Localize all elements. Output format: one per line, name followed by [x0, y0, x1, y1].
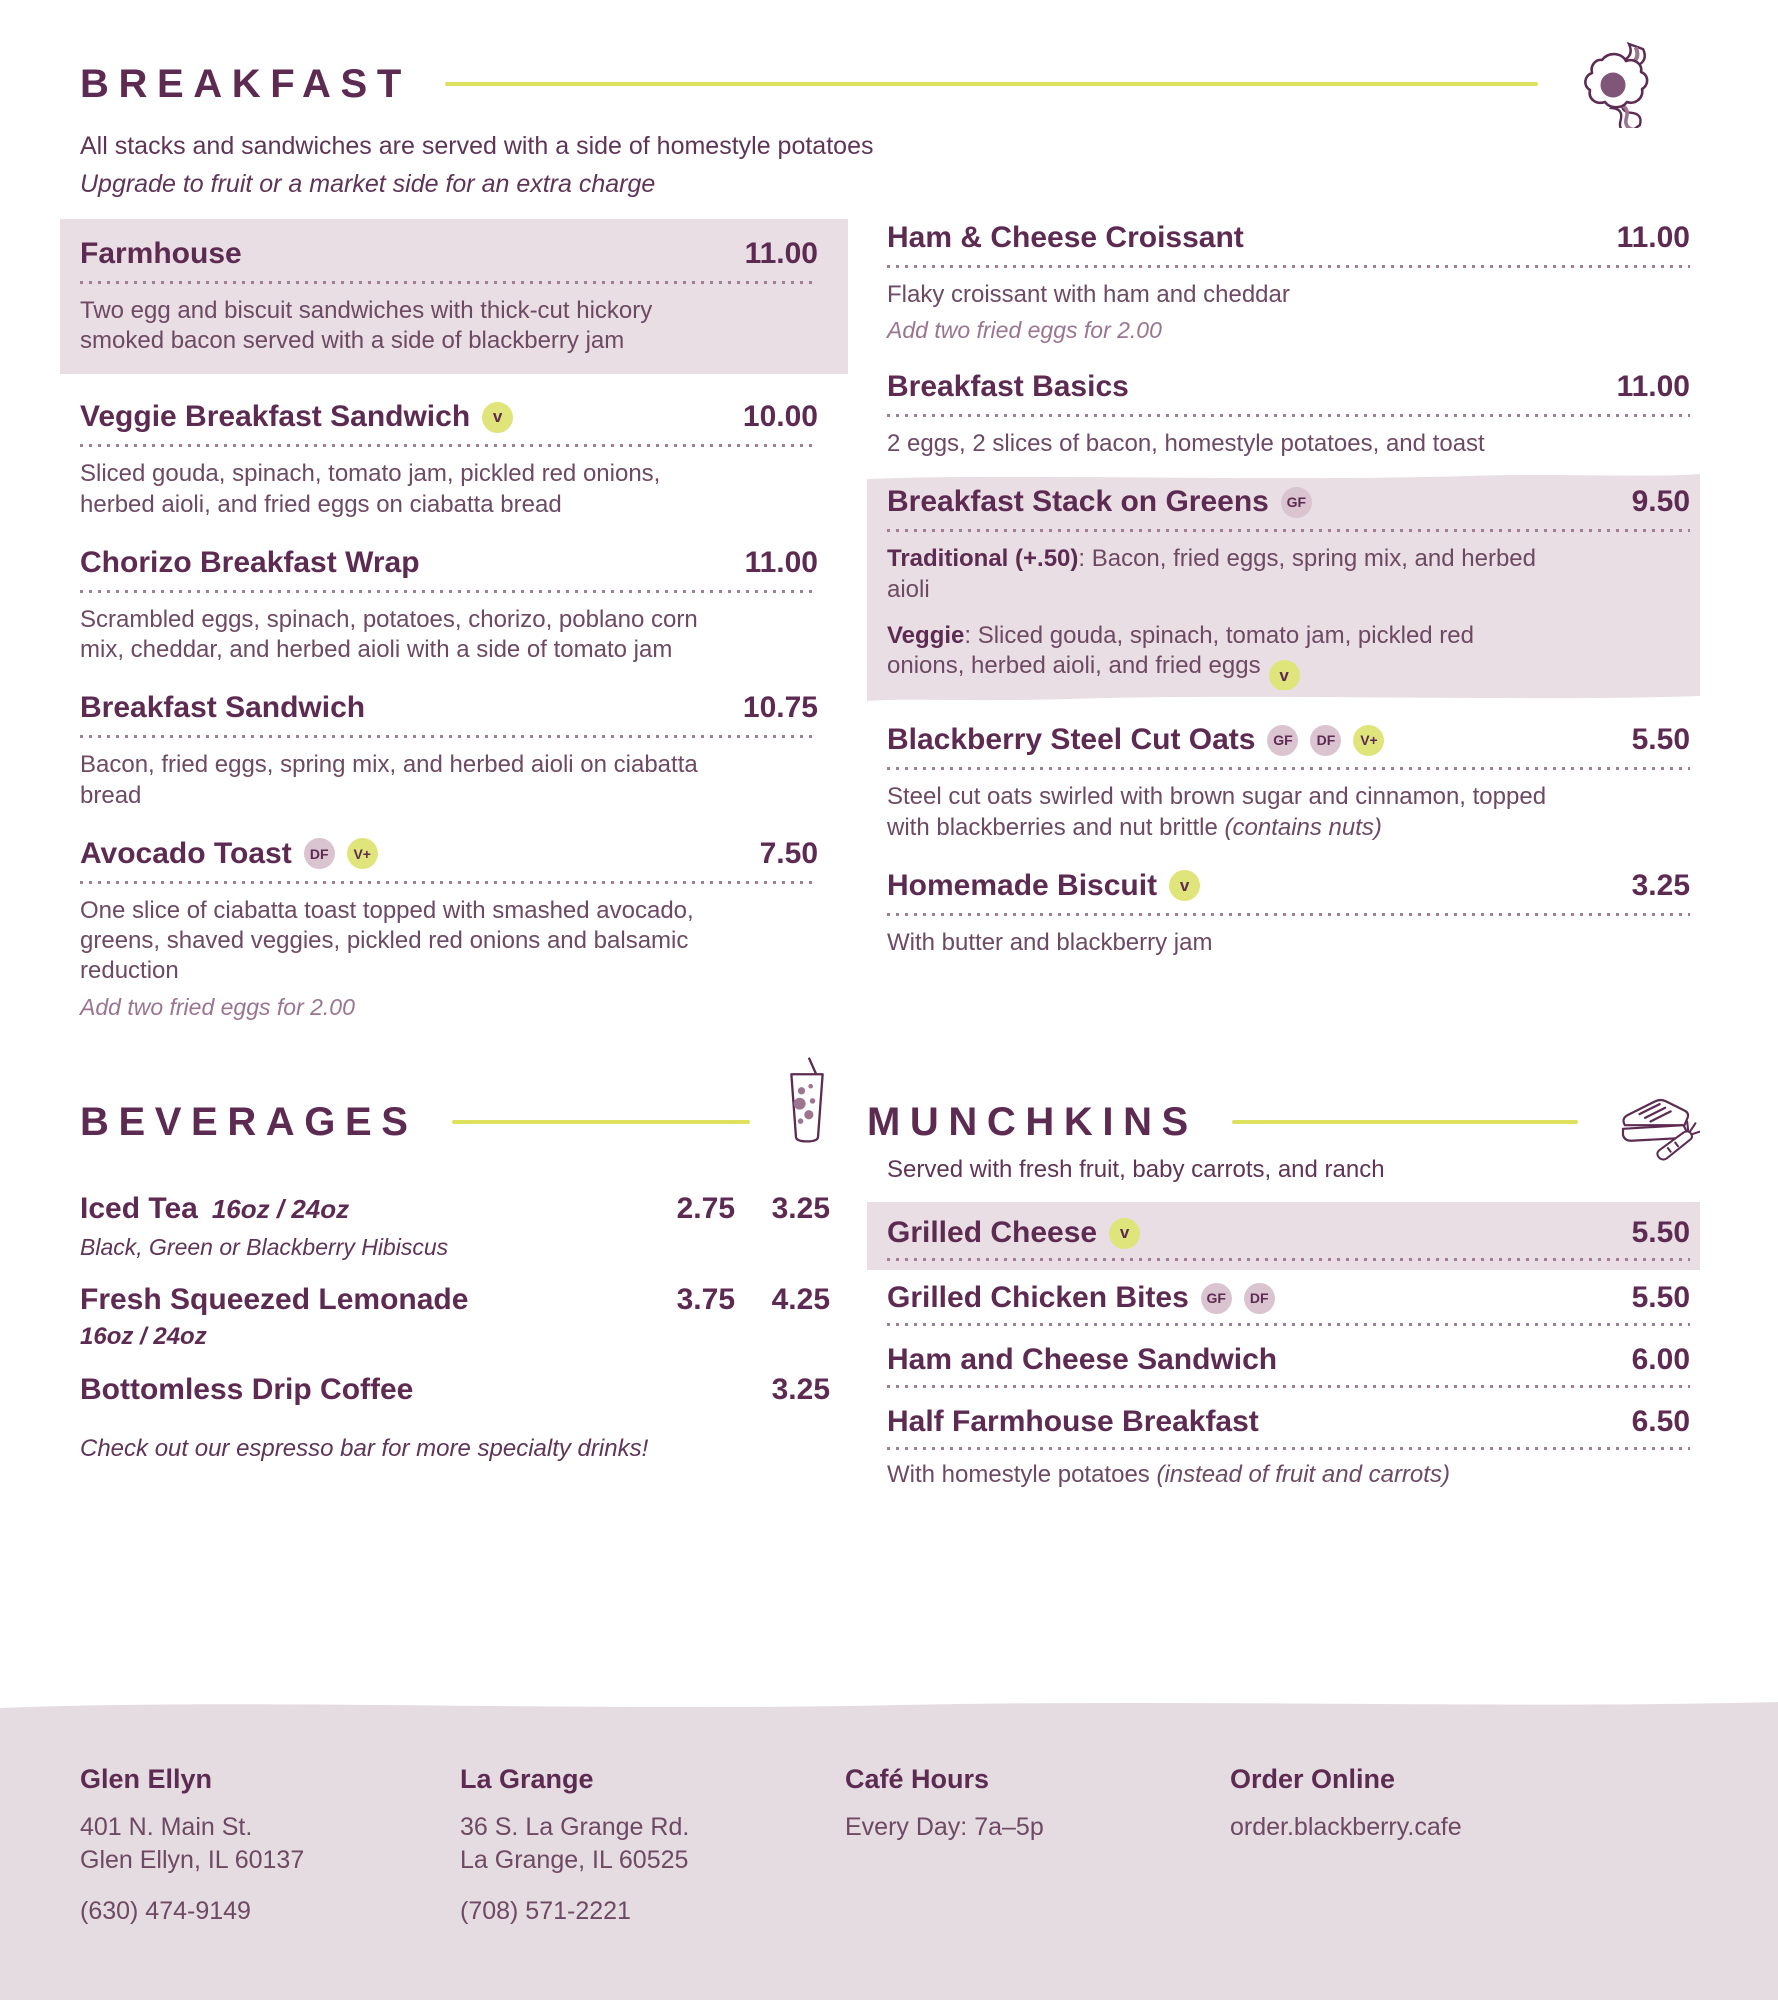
gluten-free-badge: GF: [1281, 487, 1312, 518]
cafe-hours-text: Every Day: 7a–5p: [845, 1813, 1044, 1841]
beverage-row-drip-coffee: [80, 1373, 830, 1407]
breakfast-upgrade-note: Upgrade to fruit or a market side for an extra charge: [80, 170, 656, 198]
item-description: Steel cut oats swirled with brown sugar and cinnamon, topped with blackberries and nut brittle (contains nuts): [887, 783, 1547, 841]
dotted-divider: [80, 590, 818, 593]
item-name: Ham and Cheese Sandwich: [887, 1343, 1278, 1376]
vegetarian-badge: v: [482, 402, 513, 433]
item-name: Grilled Cheese: [887, 1216, 1098, 1249]
item-name: Grilled Chicken Bites: [887, 1281, 1189, 1314]
menu-item-breakfast-sandwich: [60, 689, 848, 810]
dotted-divider: [887, 529, 1690, 532]
item-price: 3.25: [771, 1373, 830, 1406]
item-name: Chorizo Breakfast Wrap: [80, 545, 420, 579]
item-description: With butter and blackberry jam: [887, 928, 1213, 956]
location-name: Glen Ellyn: [80, 1764, 213, 1794]
item-name: Breakfast Sandwich: [80, 691, 366, 725]
item-price-16oz: 3.75: [676, 1283, 735, 1316]
iced-drink-icon: [784, 1054, 830, 1146]
menu-item-ham-and-cheese-sandwich: [867, 1332, 1700, 1394]
menu-item-chorizo-breakfast-wrap: [60, 544, 848, 665]
dairy-free-badge: DF: [304, 838, 335, 869]
location-phone: (630) 474-9149: [80, 1897, 251, 1925]
location-glen-ellyn: [80, 1764, 460, 1928]
item-name: Farmhouse: [80, 237, 242, 270]
menu-item-grilled-cheese: [867, 1202, 1700, 1270]
menu-item-ham-cheese-croissant: [867, 219, 1700, 344]
dotted-divider: [887, 265, 1690, 268]
item-variant-traditional: Traditional (+.50): Bacon, fried eggs, spring mix, and herbed aioli: [887, 545, 1536, 603]
dotted-divider: [80, 735, 818, 738]
menu-item-grilled-chicken-bites: [867, 1270, 1700, 1332]
munchkins-title: MUNCHKINS: [867, 1099, 1198, 1144]
breakfast-header: [80, 40, 1668, 128]
breakfast-section: [0, 40, 1778, 1045]
vegan-badge: V+: [347, 838, 378, 869]
menu-item-farmhouse: [60, 219, 848, 374]
item-price: 6.50: [1631, 1405, 1690, 1438]
item-description: Bacon, fried eggs, spring mix, and herbed aioli on ciabatta bread: [80, 751, 698, 809]
breakfast-left-column: [60, 219, 848, 1045]
dotted-divider: [80, 281, 818, 284]
gluten-free-badge: GF: [1201, 1283, 1232, 1314]
menu-item-breakfast-stack-on-greens: [867, 483, 1700, 691]
dotted-divider: [887, 767, 1690, 770]
order-online-title: Order Online: [1230, 1764, 1396, 1794]
dotted-divider: [887, 1258, 1690, 1261]
dotted-divider: [887, 1447, 1690, 1450]
item-name: Blackberry Steel Cut Oats: [887, 723, 1256, 757]
footer: [0, 1716, 1778, 2000]
item-description: Black, Green or Blackberry Hibiscus: [80, 1234, 449, 1260]
vegan-badge: V+: [1353, 725, 1384, 756]
item-name: Breakfast Basics: [887, 370, 1129, 404]
dotted-divider: [887, 1323, 1690, 1326]
item-description: One slice of ciabatta toast topped with smashed avocado, greens, shaved veggies, pickled red onions and balsamic reduction: [80, 896, 694, 985]
beverages-title: BEVERAGES: [80, 1099, 418, 1144]
menu-item-homemade-biscuit: [867, 867, 1700, 958]
item-name: Homemade Biscuit: [887, 868, 1158, 902]
item-variant-veggie: Veggie: Sliced gouda, spinach, tomato jam, pickled red onions, herbed aioli, and fried eggs v: [887, 621, 1547, 691]
item-note: Add two fried eggs for 2.00: [887, 317, 1162, 344]
bacon-and-eggs-icon: [1572, 40, 1668, 128]
menu-item-half-farmhouse-breakfast: [867, 1394, 1700, 1496]
footer-columns: [0, 1716, 1778, 1928]
item-note: Add two fried eggs for 2.00: [80, 993, 355, 1020]
gluten-free-badge: GF: [1267, 725, 1298, 756]
item-description: Scrambled eggs, spinach, potatoes, chorizo, poblano corn mix, cheddar, and herbed aioli with a side of tomato jam: [80, 605, 698, 664]
location-address: 401 N. Main St.: [80, 1813, 253, 1841]
item-price: 7.50: [759, 836, 818, 870]
menu-item-veggie-breakfast-sandwich: [60, 398, 848, 519]
item-description: With homestyle potatoes (instead of fruit and carrots): [887, 1461, 1450, 1488]
dairy-free-badge: DF: [1244, 1283, 1275, 1314]
beverages-header: [80, 1098, 830, 1146]
beverages-section: [80, 1098, 830, 1463]
item-price: 11.00: [1616, 221, 1690, 254]
munchkins-header: [867, 1098, 1700, 1146]
breakfast-right-column: [867, 219, 1700, 982]
item-price: 9.50: [1631, 485, 1690, 519]
item-sizes: 16oz / 24oz: [211, 1193, 350, 1224]
item-name: Iced Tea: [80, 1192, 198, 1225]
dotted-divider: [80, 881, 818, 884]
sandwich-and-carrot-icon: [1612, 1092, 1700, 1162]
cafe-hours: [845, 1764, 1230, 1928]
item-price: 5.50: [1631, 1216, 1690, 1249]
location-la-grange: [460, 1764, 845, 1928]
vegetarian-badge: v: [1269, 660, 1300, 691]
section-rule: [445, 82, 1538, 86]
wavy-edge-bottom: [867, 690, 1700, 704]
breakfast-columns: [0, 219, 1778, 1045]
item-description: Sliced gouda, spinach, tomato jam, pickled red onions, herbed aioli, and fried eggs on ciabatta bread: [80, 460, 661, 518]
breakfast-title: BREAKFAST: [80, 61, 411, 106]
vegetarian-badge: v: [1109, 1218, 1140, 1249]
item-price: 11.00: [744, 545, 818, 579]
item-price: 11.00: [1616, 370, 1690, 404]
dotted-divider: [887, 1385, 1690, 1388]
section-rule: [1232, 1120, 1578, 1124]
menu-item-breakfast-basics: [867, 368, 1700, 459]
menu-item-avocado-toast: [60, 835, 848, 1021]
item-price: 11.00: [744, 237, 818, 270]
item-price: 5.50: [1631, 723, 1690, 757]
footer-wavy-edge: [0, 1696, 1778, 1717]
menu-item-blackberry-steel-cut-oats: [867, 721, 1700, 842]
dotted-divider: [80, 444, 818, 447]
wavy-edge-top: [867, 471, 1700, 484]
item-name: Avocado Toast: [80, 836, 292, 870]
item-description: Flaky croissant with ham and cheddar: [887, 281, 1290, 308]
item-price: 3.25: [1631, 868, 1690, 902]
beverage-row-iced-tea: [80, 1192, 830, 1226]
item-price: 5.50: [1631, 1281, 1690, 1314]
item-price: 6.00: [1631, 1343, 1690, 1376]
dotted-divider: [887, 414, 1690, 417]
item-price: 10.75: [742, 691, 818, 725]
section-rule: [452, 1120, 750, 1124]
espresso-bar-note: Check out our espresso bar for more specialty drinks!: [80, 1435, 649, 1462]
item-name: Ham & Cheese Croissant: [887, 221, 1244, 254]
item-name: Bottomless Drip Coffee: [80, 1373, 414, 1406]
beverage-row-lemonade: [80, 1283, 830, 1317]
item-description: Two egg and biscuit sandwiches with thick-cut hickory smoked bacon served with a side of blackberry jam: [80, 297, 653, 355]
munchkins-subtitle: Served with fresh fruit, baby carrots, and ranch: [887, 1156, 1385, 1183]
order-online-url[interactable]: order.blackberry.cafe: [1230, 1813, 1462, 1841]
munchkins-list: [867, 1202, 1700, 1496]
item-price: 10.00: [742, 400, 818, 434]
location-phone: (708) 571-2221: [460, 1897, 631, 1925]
breakfast-subtitle: All stacks and sandwiches are served with a side of homestyle potatoes: [80, 132, 874, 160]
item-price-24oz: 3.25: [771, 1192, 830, 1225]
item-price-24oz: 4.25: [771, 1283, 830, 1316]
vegetarian-badge: v: [1169, 870, 1200, 901]
item-name: Half Farmhouse Breakfast: [887, 1405, 1259, 1438]
contains-nuts-note: (contains nuts): [1224, 813, 1382, 841]
order-online: [1230, 1764, 1778, 1928]
item-name: Veggie Breakfast Sandwich: [80, 400, 471, 434]
item-price-16oz: 2.75: [676, 1192, 735, 1225]
item-sizes: 16oz / 24oz: [80, 1323, 207, 1350]
item-name: Breakfast Stack on Greens: [887, 485, 1269, 519]
location-city: Glen Ellyn, IL 60137: [80, 1846, 305, 1874]
dairy-free-badge: DF: [1310, 725, 1341, 756]
item-description: 2 eggs, 2 slices of bacon, homestyle potatoes, and toast: [887, 430, 1485, 458]
location-address: 36 S. La Grange Rd.: [460, 1813, 690, 1841]
location-name: La Grange: [460, 1764, 594, 1794]
munchkins-section: [867, 1098, 1700, 1496]
dotted-divider: [887, 913, 1690, 916]
item-name: Fresh Squeezed Lemonade: [80, 1283, 469, 1316]
cafe-hours-title: Café Hours: [845, 1764, 990, 1794]
location-city: La Grange, IL 60525: [460, 1846, 689, 1874]
